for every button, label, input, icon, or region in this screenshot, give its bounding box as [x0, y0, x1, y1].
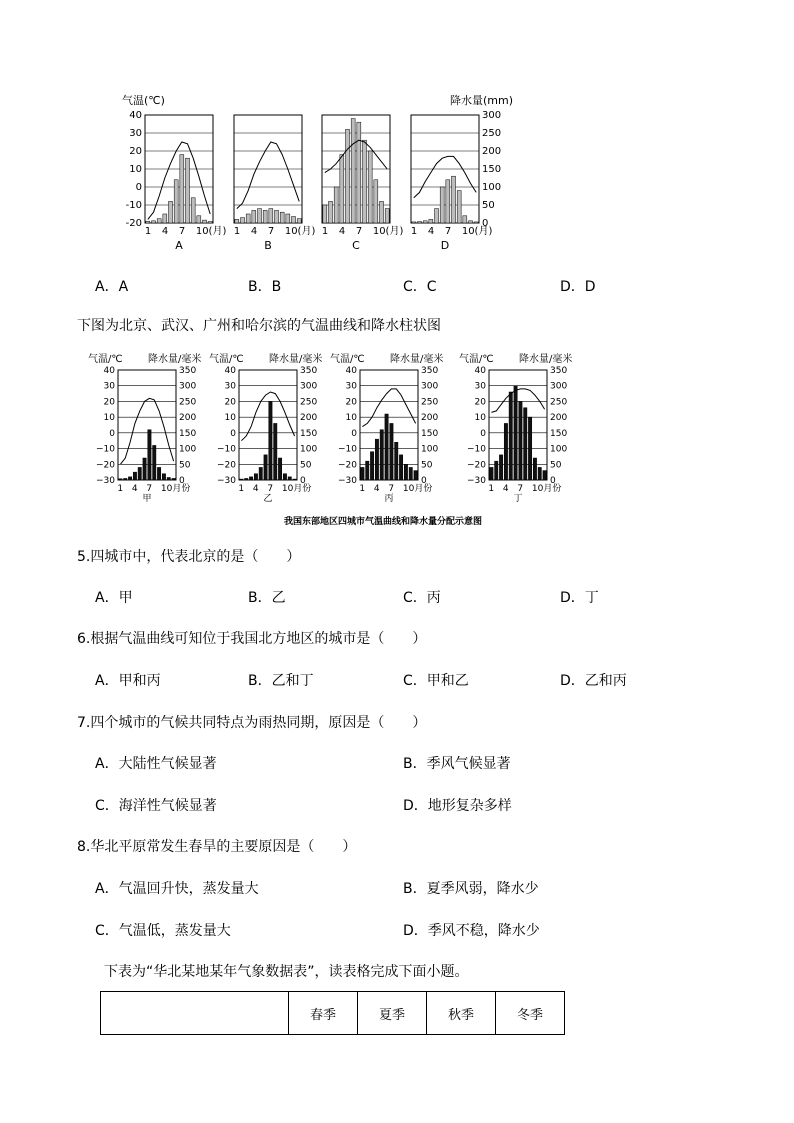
precipitation-bar — [246, 214, 250, 223]
month-tick-label: 7 — [267, 484, 274, 494]
q4-option-a[interactable]: A．A — [95, 279, 129, 295]
table-header-autumn: 秋季 — [427, 992, 496, 1035]
temperature-tick-label: −20 — [338, 460, 357, 471]
precipitation-bar — [514, 386, 517, 480]
precipitation-tick-label: 150 — [300, 428, 318, 439]
temperature-tick-label: 20 — [345, 397, 357, 408]
climate-panel-2 — [217, 366, 317, 504]
panel-label: B — [264, 239, 272, 252]
q8-option-d[interactable]: D．季风不稳，降水少 — [403, 923, 540, 939]
precipitation-bar — [153, 445, 156, 480]
temperature-tick-label: 0 — [480, 428, 486, 439]
precipitation-tick-label: 150 — [179, 428, 197, 439]
q6-option-b[interactable]: B．乙和丁 — [248, 673, 314, 689]
temperature-curve — [325, 140, 387, 172]
q7-option-d[interactable]: D．地形复杂多样 — [403, 798, 512, 814]
q5-option-d[interactable]: D．丁 — [560, 590, 599, 606]
precipitation-tick-label: 350 — [550, 366, 568, 376]
temperature-tick-label: 10 — [224, 413, 236, 424]
temperature-tick-label: −10 — [467, 444, 486, 455]
temperature-tick-label: 20 — [129, 146, 142, 157]
temperature-tick-label: 0 — [351, 428, 357, 439]
precipitation-tick-label: 0 — [482, 218, 489, 229]
temperature-tick-label: 0 — [230, 428, 236, 439]
temperature-tick-label: −10 — [338, 444, 357, 455]
month-tick-label: 7 — [517, 484, 524, 494]
precipitation-tick-label: 50 — [179, 460, 191, 471]
temperature-tick-label: 30 — [103, 381, 115, 392]
precipitation-bar — [435, 209, 439, 223]
precipitation-bar — [180, 155, 184, 223]
precipitation-bar — [543, 471, 546, 480]
month-tick-label: 1 — [238, 484, 245, 494]
month-tick-label: 10(月) — [284, 226, 316, 237]
precipitation-bar — [474, 222, 478, 223]
precipitation-bar — [463, 216, 467, 223]
temperature-tick-label: 10 — [345, 413, 357, 424]
precipitation-bar — [351, 119, 355, 223]
q7-option-c[interactable]: C．海洋性气候显著 — [95, 798, 217, 814]
precipitation-bar — [399, 455, 402, 480]
temperature-tick-label: 10 — [103, 413, 115, 424]
table-header-blank — [101, 992, 289, 1035]
precipitation-bar — [274, 423, 277, 480]
precipitation-tick-label: 250 — [179, 397, 197, 408]
precipitation-bar — [363, 140, 367, 223]
figure-intro: 下图为北京、武汉、广州和哈尔滨的气温曲线和降水柱状图 — [77, 318, 441, 334]
q7-stem: 7.四个城市的气候共同特点为雨热同期，原因是（ ） — [77, 715, 427, 731]
precipitation-bar — [203, 220, 207, 223]
precipitation-tick-label: 200 — [300, 413, 318, 424]
precipitation-bar — [143, 458, 146, 480]
q6-option-d[interactable]: D．乙和丙 — [560, 673, 627, 689]
precipitation-tick-label: 0 — [421, 476, 427, 486]
q8-stem: 8.华北平原常发生春旱的主要原因是（ ） — [77, 839, 357, 855]
precipitation-bar — [293, 479, 296, 480]
precipitation-bar — [380, 201, 384, 223]
precipitation-tick-label: 300 — [550, 381, 568, 392]
precipitation-bar — [495, 461, 498, 480]
table-header-row — [101, 992, 565, 1035]
month-tick-label: 4 — [250, 226, 258, 237]
precipitation-bar — [323, 205, 327, 223]
month-tick-label: 4 — [131, 484, 138, 494]
precipitation-bar — [340, 155, 344, 223]
precipitation-tick-label: 250 — [482, 128, 502, 139]
precipitation-tick-label: 150 — [421, 428, 439, 439]
temperature-curve — [148, 142, 210, 219]
panel-label: 乙 — [263, 494, 273, 504]
precipitation-tick-label: 100 — [179, 444, 197, 455]
precipitation-bar — [374, 180, 378, 223]
weather-data-table — [100, 991, 565, 1035]
precipitation-bar — [163, 214, 167, 223]
precipitation-tick-label: 50 — [300, 460, 312, 471]
precipitation-bar — [533, 458, 536, 480]
precipitation-bar — [368, 151, 372, 223]
temperature-tick-label: 0 — [135, 182, 142, 193]
panel-precipitation-title: 降水量/毫米 — [269, 354, 323, 365]
precipitation-tick-label: 150 — [550, 428, 568, 439]
q8-option-a[interactable]: A．气温回升快，蒸发量大 — [95, 881, 259, 897]
month-tick-label: 1 — [321, 226, 329, 237]
month-tick-label: 1 — [359, 484, 366, 494]
temperature-curve — [120, 398, 173, 464]
temperature-tick-label: −30 — [96, 476, 115, 486]
precipitation-tick-label: 100 — [482, 182, 502, 193]
q4-option-c[interactable]: C．C — [403, 279, 437, 295]
precipitation-bar — [197, 216, 201, 223]
precipitation-bar — [286, 214, 290, 223]
precipitation-bar — [254, 474, 257, 480]
temperature-tick-label: 30 — [129, 128, 142, 139]
precipitation-bar — [375, 439, 378, 480]
temperature-tick-label: 40 — [345, 366, 357, 376]
precipitation-bar — [490, 467, 493, 480]
q5-option-a[interactable]: A．甲 — [95, 590, 133, 606]
precipitation-bar — [429, 219, 433, 223]
month-tick-label: 7 — [146, 484, 153, 494]
precipitation-bar — [280, 212, 284, 223]
precipitation-bar — [404, 464, 407, 480]
panel-precipitation-title: 降水量/毫米 — [148, 354, 202, 365]
temperature-tick-label: −20 — [217, 460, 236, 471]
precipitation-bar — [252, 210, 256, 223]
precipitation-bar — [157, 467, 160, 480]
precipitation-axis-title: 降水量(mm) — [450, 94, 514, 107]
precipitation-bar — [538, 467, 541, 480]
panel-frame — [118, 370, 176, 480]
precipitation-tick-label: 250 — [550, 397, 568, 408]
precipitation-bar — [258, 209, 262, 223]
precipitation-bar — [269, 209, 273, 223]
panel-frame — [239, 370, 297, 480]
precipitation-bar — [292, 217, 296, 223]
precipitation-bar — [169, 201, 173, 223]
q4-option-d[interactable]: D．D — [560, 279, 596, 295]
temperature-tick-label: -20 — [125, 218, 142, 229]
figure-caption: 我国东部地区四城市气温曲线和降水量分配示意图 — [283, 517, 483, 527]
precipitation-tick-label: 300 — [421, 381, 439, 392]
precipitation-bar — [385, 209, 389, 223]
temperature-axis-title: 气温(℃) — [122, 94, 165, 107]
precipitation-bar — [241, 218, 245, 223]
climate-panel-4 — [467, 366, 567, 504]
month-tick-label: 4 — [252, 484, 259, 494]
precipitation-bar — [414, 471, 417, 480]
q5-option-c[interactable]: C．丙 — [403, 590, 441, 606]
climate-panel-3 — [338, 366, 438, 504]
month-tick-label: 10(月) — [372, 226, 404, 237]
precipitation-tick-label: 350 — [300, 366, 318, 376]
precipitation-bar — [157, 219, 161, 223]
panel-temperature-title: 气温/℃ — [459, 354, 494, 365]
temperature-curve — [362, 389, 415, 427]
panel-precipitation-title: 降水量/毫米 — [519, 354, 573, 365]
temperature-tick-label: 30 — [345, 381, 357, 392]
panel-label: D — [440, 239, 450, 252]
precipitation-bar — [148, 430, 151, 480]
precipitation-tick-label: 200 — [421, 413, 439, 424]
precipitation-bar — [152, 221, 156, 223]
precipitation-bar — [278, 458, 281, 480]
precipitation-bar — [519, 401, 522, 480]
precipitation-bar — [240, 479, 243, 480]
precipitation-tick-label: 150 — [482, 164, 502, 175]
temperature-tick-label: 40 — [129, 110, 142, 121]
precipitation-tick-label: 50 — [421, 460, 433, 471]
month-tick-label: 10(月) — [195, 226, 227, 237]
month-tick-label: 4 — [373, 484, 380, 494]
climate-panel-1 — [126, 110, 227, 252]
precipitation-bar — [334, 187, 338, 223]
precipitation-bar — [504, 423, 507, 480]
precipitation-bar — [385, 414, 388, 480]
precipitation-tick-label: 300 — [179, 381, 197, 392]
precipitation-bar — [186, 158, 190, 223]
panel-temperature-title: 气温/℃ — [330, 354, 365, 365]
temperature-curve — [237, 142, 299, 209]
month-tick-label: 10月份 — [402, 484, 433, 494]
q8-option-b[interactable]: B．夏季风弱，降水少 — [403, 881, 539, 897]
precipitation-bar — [146, 221, 150, 223]
precipitation-bar — [457, 191, 461, 223]
temperature-tick-label: 10 — [474, 413, 486, 424]
temperature-tick-label: 30 — [474, 381, 486, 392]
month-tick-label: 10月份 — [531, 484, 562, 494]
q4-option-b[interactable]: B．B — [248, 279, 282, 295]
precipitation-bar — [469, 221, 473, 223]
climate-panel-3 — [322, 115, 404, 252]
precipitation-bar — [288, 477, 291, 480]
month-tick-label: 7 — [267, 226, 275, 237]
precipitation-tick-label: 200 — [482, 146, 502, 157]
precipitation-bar — [357, 122, 361, 223]
temperature-tick-label: 30 — [224, 381, 236, 392]
precipitation-tick-label: 0 — [550, 476, 556, 486]
temperature-curve — [414, 156, 476, 197]
precipitation-bar — [124, 478, 127, 480]
precipitation-tick-label: 0 — [300, 476, 306, 486]
precipitation-bar — [162, 474, 165, 480]
precipitation-bar — [509, 392, 512, 480]
precipitation-tick-label: 250 — [421, 397, 439, 408]
panel-label: A — [175, 239, 183, 252]
precipitation-tick-label: 350 — [179, 366, 197, 376]
precipitation-bar — [249, 477, 252, 480]
temperature-tick-label: −10 — [217, 444, 236, 455]
month-tick-label: 4 — [502, 484, 509, 494]
precipitation-bar — [418, 222, 422, 223]
month-tick-label: 10月份 — [160, 484, 191, 494]
month-tick-label: 7 — [355, 226, 363, 237]
q5-option-b[interactable]: B．乙 — [248, 590, 286, 606]
table-header-spring: 春季 — [289, 992, 358, 1035]
panel-label: 甲 — [142, 494, 152, 504]
month-tick-label: 10(月) — [461, 226, 493, 237]
precipitation-bar — [263, 210, 267, 223]
precipitation-bar — [283, 474, 286, 480]
precipitation-tick-label: 350 — [421, 366, 439, 376]
temperature-tick-label: −20 — [467, 460, 486, 471]
precipitation-tick-label: 300 — [482, 110, 502, 121]
month-tick-label: 7 — [178, 226, 186, 237]
precipitation-bar — [191, 198, 195, 223]
temperature-tick-label: −20 — [96, 460, 115, 471]
precipitation-bar — [524, 408, 527, 480]
temperature-tick-label: −10 — [96, 444, 115, 455]
precipitation-bar — [208, 222, 212, 223]
precipitation-bar — [245, 478, 248, 480]
panel-temperature-title: 气温/℃ — [88, 354, 123, 365]
climate-panel-2 — [234, 115, 316, 252]
temperature-tick-label: 0 — [109, 428, 115, 439]
temperature-tick-label: −30 — [217, 476, 236, 486]
temperature-tick-label: 40 — [474, 366, 486, 376]
precipitation-bar — [235, 219, 239, 223]
precipitation-bar — [172, 478, 175, 480]
precipitation-tick-label: 0 — [179, 476, 185, 486]
precipitation-bar — [499, 455, 502, 480]
temperature-tick-label: 10 — [129, 164, 142, 175]
panel-label: 丙 — [384, 494, 394, 504]
precipitation-bar — [409, 467, 412, 480]
month-tick-label: 1 — [144, 226, 152, 237]
temperature-tick-label: 40 — [103, 366, 115, 376]
precipitation-bar — [370, 452, 373, 480]
precipitation-bar — [423, 221, 427, 223]
temperature-tick-label: 20 — [103, 397, 115, 408]
temperature-tick-label: −30 — [467, 476, 486, 486]
q7-option-a[interactable]: A．大陆性气候显著 — [95, 756, 217, 772]
q8-option-c[interactable]: C．气温低，蒸发量大 — [95, 923, 231, 939]
precipitation-tick-label: 100 — [300, 444, 318, 455]
panel-label: 丁 — [513, 494, 523, 504]
month-tick-label: 4 — [161, 226, 169, 237]
table-header-summer: 夏季 — [358, 992, 427, 1035]
month-tick-label: 1 — [410, 226, 418, 237]
precipitation-bar — [528, 417, 531, 480]
panel-temperature-title: 气温/℃ — [209, 354, 244, 365]
climate-panel-1 — [96, 366, 196, 504]
month-tick-label: 4 — [338, 226, 346, 237]
precipitation-bar — [440, 187, 444, 223]
q6-option-c[interactable]: C．甲和乙 — [403, 673, 469, 689]
precipitation-bar — [446, 180, 450, 223]
precipitation-bar — [275, 210, 279, 223]
month-tick-label: 1 — [488, 484, 495, 494]
precipitation-bar — [361, 467, 364, 480]
precipitation-bar — [412, 222, 416, 223]
table-intro: 下表为“华北某地某年气象数据表”，读表格完成下面小题。 — [104, 964, 469, 980]
precipitation-bar — [264, 455, 267, 480]
temperature-tick-label: −30 — [338, 476, 357, 486]
precipitation-tick-label: 100 — [550, 444, 568, 455]
month-tick-label: 7 — [444, 226, 452, 237]
precipitation-bar — [395, 442, 398, 480]
month-tick-label: 1 — [117, 484, 124, 494]
q7-option-b[interactable]: B．季风气候显著 — [403, 756, 511, 772]
precipitation-bar — [174, 180, 178, 223]
temperature-tick-label: -10 — [125, 200, 142, 211]
precipitation-tick-label: 200 — [179, 413, 197, 424]
precipitation-bar — [259, 467, 262, 480]
precipitation-tick-label: 50 — [482, 200, 495, 211]
precipitation-bar — [133, 472, 136, 480]
temperature-curve — [491, 389, 544, 413]
precipitation-bar — [346, 129, 350, 223]
city-climate-figure — [88, 348, 608, 530]
precipitation-bar — [167, 477, 170, 480]
top-climate-figure — [100, 80, 520, 260]
month-tick-label: 1 — [233, 226, 241, 237]
panel-precipitation-title: 降水量/毫米 — [390, 354, 444, 365]
precipitation-tick-label: 250 — [300, 397, 318, 408]
precipitation-bar — [452, 176, 456, 223]
month-tick-label: 7 — [388, 484, 395, 494]
q6-option-a[interactable]: A．甲和丙 — [95, 673, 161, 689]
precipitation-bar — [269, 401, 272, 480]
precipitation-tick-label: 200 — [550, 413, 568, 424]
month-tick-label: 10月份 — [281, 484, 312, 494]
temperature-curve — [241, 392, 294, 441]
precipitation-bar — [380, 430, 383, 480]
temperature-tick-label: 20 — [474, 397, 486, 408]
precipitation-bar — [119, 479, 122, 480]
q5-stem: 5.四城市中，代表北京的是（ ） — [77, 549, 301, 565]
precipitation-tick-label: 100 — [421, 444, 439, 455]
table-header-winter: 冬季 — [496, 992, 565, 1035]
precipitation-bar — [366, 461, 369, 480]
q6-stem: 6.根据气温曲线可知位于我国北方地区的城市是（ ） — [77, 631, 427, 647]
precipitation-bar — [138, 467, 141, 480]
precipitation-tick-label: 50 — [550, 460, 562, 471]
month-tick-label: 4 — [427, 226, 435, 237]
panel-label: C — [352, 239, 360, 252]
climate-panel-4 — [411, 110, 501, 252]
precipitation-bar — [329, 201, 333, 223]
temperature-tick-label: 20 — [224, 397, 236, 408]
precipitation-bar — [128, 477, 131, 480]
precipitation-bar — [297, 219, 301, 223]
precipitation-tick-label: 300 — [300, 381, 318, 392]
temperature-tick-label: 40 — [224, 366, 236, 376]
precipitation-bar — [390, 423, 393, 480]
